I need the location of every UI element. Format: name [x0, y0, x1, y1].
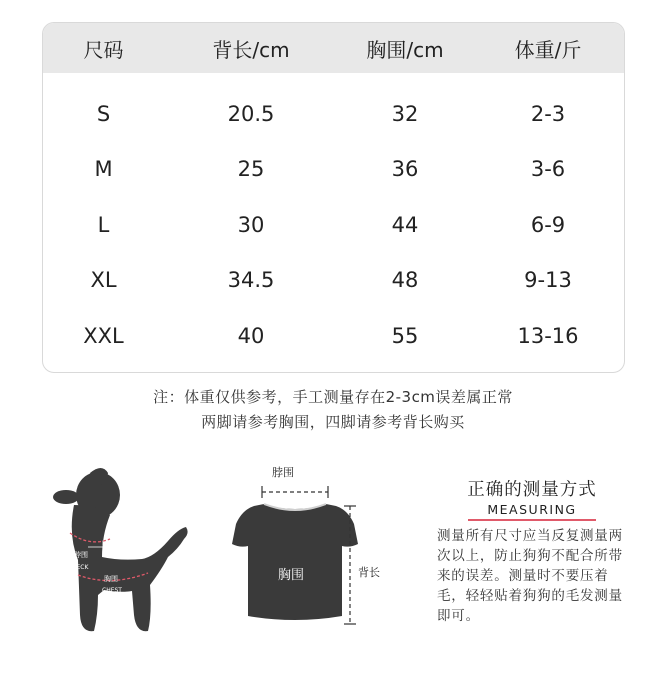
cell-chest: 44 [391, 212, 419, 237]
cell-weight: 13-16 [517, 323, 579, 348]
cell-size: S [96, 101, 111, 126]
cell-back-length: 34.5 [227, 268, 275, 293]
header-size: 尺码 [83, 37, 124, 62]
cell-size: M [94, 157, 113, 182]
table-body [43, 73, 624, 364]
cell-weight: 3-6 [530, 157, 566, 182]
dog-neck-cn-label: 脖围 [74, 551, 88, 559]
table-header [43, 23, 624, 73]
cell-size: XL [90, 268, 117, 293]
table-row [43, 197, 624, 253]
note-weight: 注：体重仅供参考，手工测量存在2-3cm误差属正常 [153, 388, 513, 406]
cell-back-length: 40 [237, 323, 265, 348]
header-chest: 胸围/cm [366, 37, 444, 62]
shirt-length-label: 背长 [358, 566, 380, 579]
dog-neck-en-label: NECK [72, 564, 89, 571]
cell-weight: 2-3 [530, 101, 566, 126]
cell-back-length: 20.5 [227, 101, 275, 126]
cell-back-length: 25 [237, 157, 265, 182]
measuring-underline [468, 519, 596, 521]
table-row [43, 86, 624, 142]
dog-measurement-diagram [50, 465, 200, 640]
measuring-subtitle: MEASURING [487, 502, 577, 517]
shirt-measurement-diagram [228, 462, 388, 632]
shirt-chest-label: 胸围 [278, 568, 305, 583]
cell-weight: 9-13 [524, 268, 572, 293]
shirt-icon [232, 504, 358, 620]
dog-silhouette-icon [53, 468, 188, 631]
header-weight: 体重/斤 [514, 37, 582, 62]
cell-chest: 36 [391, 157, 419, 182]
dog-length-label: LENGTH背长 [102, 540, 139, 547]
dog-chest-en-label: CHEST [102, 587, 122, 594]
header-back-length: 背长/cm [212, 37, 290, 62]
note-purchase: 两脚请参考胸围，四脚请参考背长购买 [201, 413, 465, 431]
cell-chest: 48 [391, 268, 419, 293]
measuring-instructions: 测量所有尺寸应当反复测量两次以上，防止狗狗不配合所带来的误差。测量时不要压着毛，轻轻贴着狗狗的毛发测量即可。 [437, 528, 623, 624]
size-table [42, 22, 625, 373]
cell-chest: 55 [391, 323, 419, 348]
measuring-title: 正确的测量方式 [467, 480, 597, 500]
dog-chest-cn-label: 胸围 [104, 575, 118, 583]
cell-chest: 32 [391, 101, 419, 126]
measuring-guide [437, 476, 627, 626]
table-row [43, 253, 624, 309]
table-row [43, 308, 624, 364]
cell-size: XXL [83, 323, 124, 348]
cell-size: L [97, 212, 110, 237]
cell-back-length: 30 [237, 212, 265, 237]
table-row [43, 142, 624, 198]
cell-weight: 6-9 [530, 212, 566, 237]
shirt-neck-label: 脖围 [272, 466, 294, 479]
